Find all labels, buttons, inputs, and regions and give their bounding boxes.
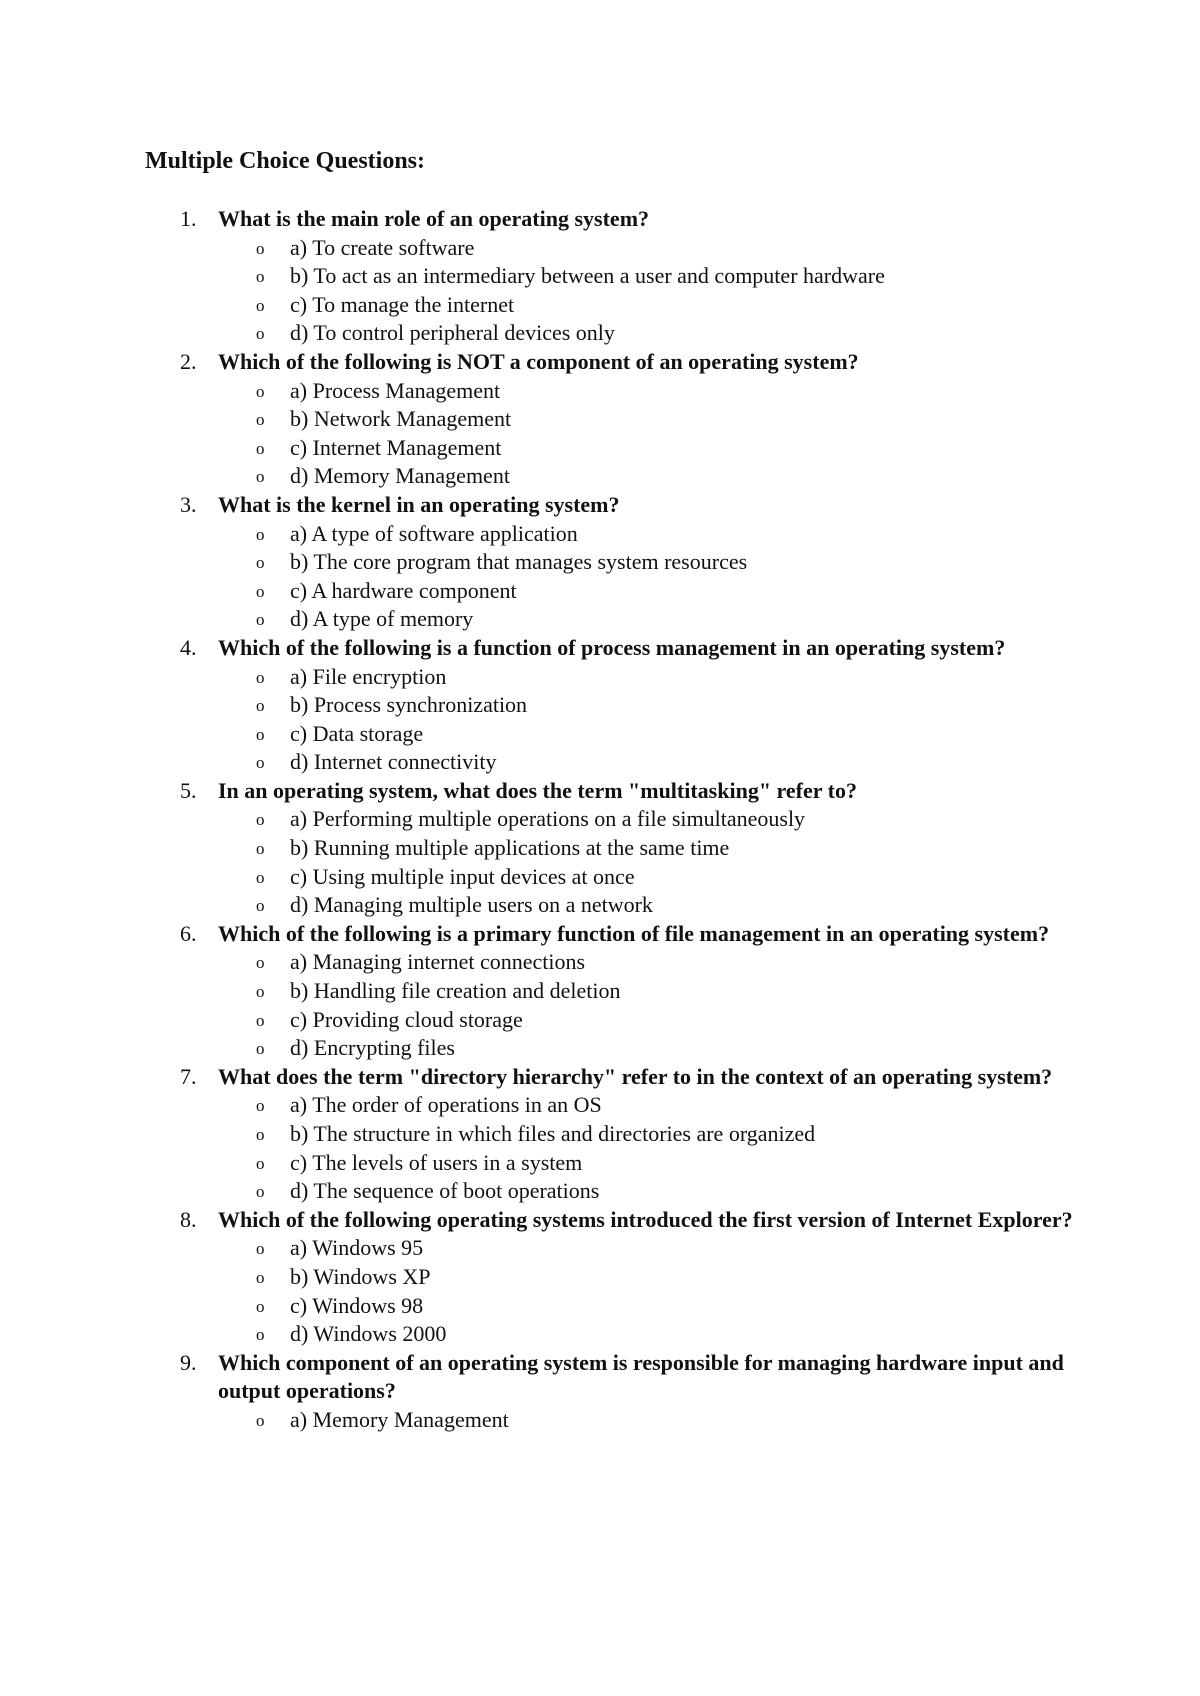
option-text: c) To manage the internet (290, 291, 515, 317)
option-list (218, 663, 1098, 777)
question-number: 5. (180, 777, 197, 803)
option-text: d) Windows 2000 (290, 1321, 447, 1347)
circle-bullet-icon: o (256, 267, 265, 287)
answer-option (218, 577, 1098, 606)
option-text: b) Handling file creation and deletion (290, 978, 621, 1004)
question-text: Which of the following is NOT a component of an operating system? (218, 348, 859, 374)
option-text: a) Performing multiple operations on a file simultaneously (290, 806, 806, 832)
option-text: b) The core program that manages system resources (290, 549, 748, 575)
circle-bullet-icon: o (256, 1182, 265, 1202)
question-item (0, 205, 1098, 348)
answer-option (218, 377, 1098, 406)
circle-bullet-icon: o (256, 1039, 265, 1059)
question-number: 2. (180, 348, 197, 374)
answer-option (218, 977, 1098, 1006)
question-item (0, 491, 1098, 634)
option-text: b) Running multiple applications at the same time (290, 835, 730, 861)
answer-option (218, 405, 1098, 434)
circle-bullet-icon: o (256, 1267, 265, 1287)
circle-bullet-icon: o (256, 896, 265, 916)
answer-option (218, 1006, 1098, 1035)
answer-option (218, 520, 1098, 549)
option-text: a) To create software (290, 234, 475, 260)
answer-option (218, 291, 1098, 320)
circle-bullet-icon: o (256, 667, 265, 687)
option-text: d) Memory Management (290, 463, 510, 489)
option-text: d) The sequence of boot operations (290, 1178, 600, 1204)
circle-bullet-icon: o (256, 524, 265, 544)
question-item (0, 348, 1098, 491)
option-text: d) Encrypting files (290, 1035, 455, 1061)
answer-option (218, 1320, 1098, 1349)
option-text: a) Memory Management (290, 1406, 509, 1432)
answer-option (218, 805, 1098, 834)
question-number: 4. (180, 634, 197, 660)
circle-bullet-icon: o (256, 381, 265, 401)
circle-bullet-icon: o (256, 696, 265, 716)
circle-bullet-icon: o (256, 1125, 265, 1144)
question-item (0, 1063, 1098, 1206)
question-text: Which component of an operating system is responsible for managing hardware input and output operations? (218, 1349, 1064, 1404)
option-list (218, 377, 1098, 491)
option-text: b) Windows XP (290, 1263, 431, 1289)
option-text: d) A type of memory (290, 606, 474, 632)
option-text: a) Managing internet connections (290, 949, 586, 975)
circle-bullet-icon: o (256, 410, 265, 430)
option-text: a) Windows 95 (290, 1235, 424, 1261)
circle-bullet-icon: o (256, 1010, 265, 1030)
option-list (218, 234, 1098, 348)
option-text: c) Providing cloud storage (290, 1006, 523, 1032)
answer-option (218, 834, 1098, 863)
option-text: b) The structure in which files and directories are organized (290, 1121, 816, 1146)
option-text: c) Internet Management (290, 434, 502, 460)
option-text: d) To control peripheral devices only (290, 320, 615, 346)
option-text: c) Using multiple input devices at once (290, 863, 635, 889)
circle-bullet-icon: o (256, 467, 265, 487)
question-text: What is the kernel in an operating system? (218, 491, 620, 517)
question-item (0, 1206, 1098, 1349)
circle-bullet-icon: o (256, 724, 265, 744)
option-list (218, 948, 1098, 1062)
answer-option (218, 605, 1098, 634)
question-text: What does the term "directory hierarchy" refer to in the context of an operating system? (218, 1063, 1053, 1089)
circle-bullet-icon: o (256, 1325, 265, 1345)
answer-option (218, 548, 1098, 577)
answer-option (218, 748, 1098, 777)
circle-bullet-icon: o (256, 753, 265, 773)
answer-option (218, 691, 1098, 720)
page-title: Multiple Choice Questions: (145, 148, 425, 174)
option-text: a) The order of operations in an OS (290, 1092, 602, 1118)
option-text: c) Data storage (290, 720, 424, 746)
circle-bullet-icon: o (256, 810, 265, 830)
option-list (218, 1234, 1098, 1348)
question-number: 8. (180, 1206, 197, 1232)
circle-bullet-icon: o (256, 295, 265, 315)
circle-bullet-icon: o (256, 953, 265, 973)
question-number: 7. (180, 1063, 197, 1089)
option-text: c) Windows 98 (290, 1292, 424, 1318)
question-number: 3. (180, 491, 197, 517)
answer-option (218, 434, 1098, 463)
option-text: b) Process synchronization (290, 692, 528, 718)
answer-option (218, 1292, 1098, 1321)
answer-option (218, 948, 1098, 977)
option-list (218, 520, 1098, 634)
answer-option (218, 1177, 1098, 1206)
question-item (0, 777, 1098, 920)
circle-bullet-icon: o (256, 1296, 265, 1316)
answer-option (218, 1234, 1098, 1263)
answer-option (218, 1149, 1098, 1178)
option-text: a) Process Management (290, 377, 501, 403)
answer-option (218, 663, 1098, 692)
option-text: a) A type of software application (290, 520, 578, 546)
option-text: a) File encryption (290, 663, 447, 689)
circle-bullet-icon: o (256, 1410, 265, 1430)
option-text: d) Managing multiple users on a network (290, 892, 653, 918)
question-text: What is the main role of an operating system? (218, 206, 650, 231)
option-list (218, 1091, 1098, 1205)
question-text: Which of the following operating systems introduced the first version of Internet Explorer? (218, 1206, 1073, 1232)
option-list (218, 1406, 1098, 1435)
question-text: In an operating system, what does the term "multitasking" refer to? (218, 777, 857, 803)
answer-option (218, 1263, 1098, 1292)
answer-option (218, 863, 1098, 892)
answer-option (218, 1406, 1098, 1435)
circle-bullet-icon: o (256, 581, 265, 601)
answer-option (218, 720, 1098, 749)
option-text: b) To act as an intermediary between a user and computer hardware (290, 263, 885, 289)
circle-bullet-icon: o (256, 438, 265, 458)
circle-bullet-icon: o (256, 1096, 265, 1116)
answer-option (218, 1034, 1098, 1063)
circle-bullet-icon: o (256, 238, 265, 258)
circle-bullet-icon: o (256, 610, 265, 630)
circle-bullet-icon: o (256, 1239, 265, 1259)
question-list (0, 205, 1200, 1435)
answer-option (218, 891, 1098, 920)
circle-bullet-icon: o (256, 867, 265, 887)
question-item (0, 920, 1098, 1063)
answer-option (218, 1120, 1098, 1149)
circle-bullet-icon: o (256, 839, 265, 859)
question-item (0, 634, 1098, 777)
question-number: 1. (180, 206, 197, 231)
question-text: Which of the following is a function of process management in an operating system? (218, 634, 1006, 660)
question-text: Which of the following is a primary function of file management in an operating system? (218, 920, 1050, 946)
answer-option (218, 234, 1098, 263)
option-text: c) A hardware component (290, 577, 517, 603)
question-number: 6. (180, 920, 197, 946)
question-number: 9. (180, 1349, 197, 1375)
answer-option (218, 262, 1098, 291)
circle-bullet-icon: o (256, 982, 265, 1002)
circle-bullet-icon: o (256, 1153, 265, 1173)
option-text: c) The levels of users in a system (290, 1149, 583, 1175)
circle-bullet-icon: o (256, 553, 265, 573)
option-list (218, 805, 1098, 919)
circle-bullet-icon: o (256, 324, 265, 344)
answer-option (218, 462, 1098, 491)
question-item (0, 1349, 1098, 1435)
answer-option (218, 1091, 1098, 1120)
option-text: d) Internet connectivity (290, 749, 497, 775)
option-text: b) Network Management (290, 406, 512, 432)
answer-option (218, 319, 1098, 348)
